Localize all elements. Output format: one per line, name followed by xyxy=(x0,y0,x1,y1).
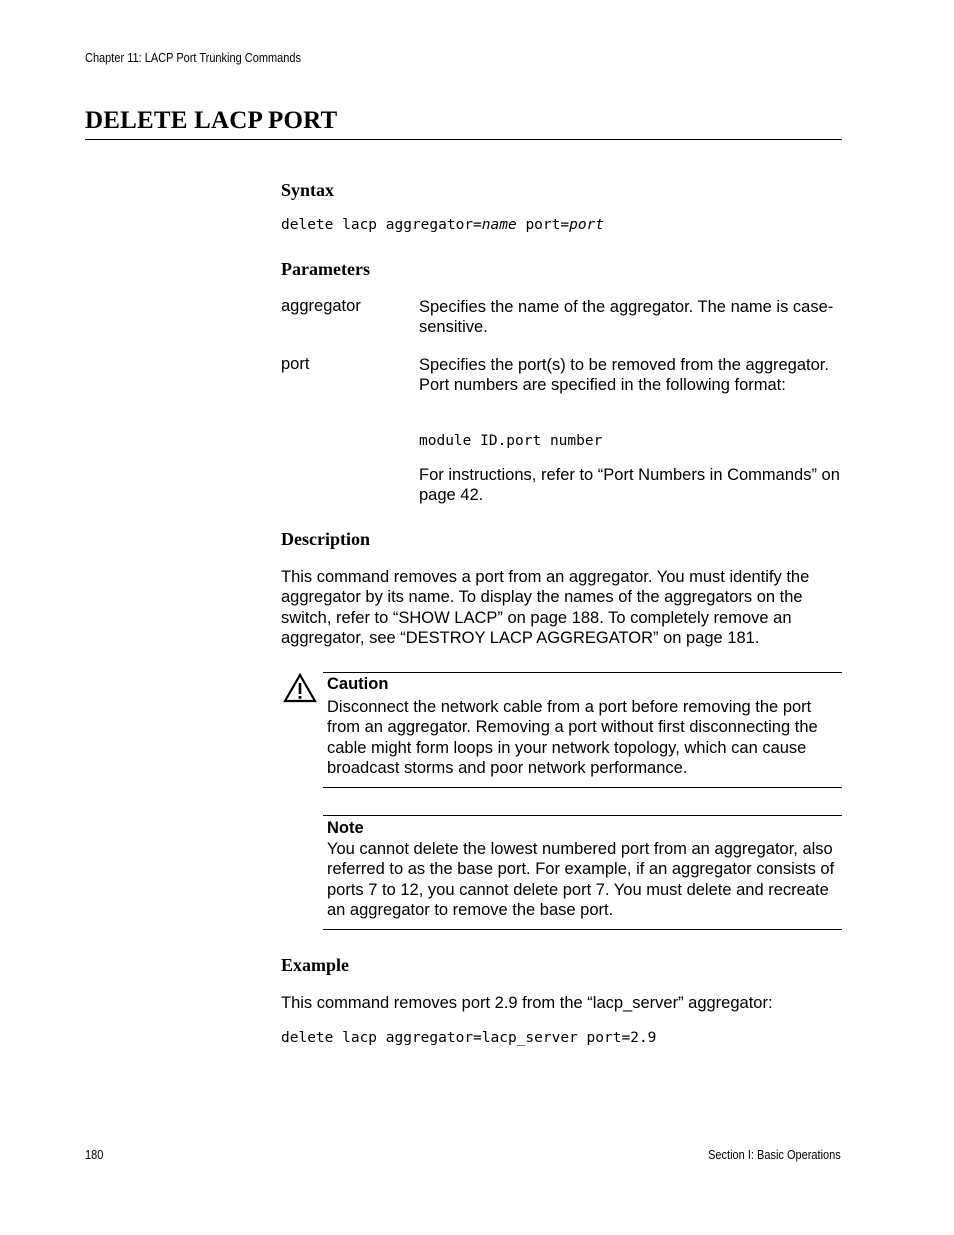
parameters-heading: Parameters xyxy=(281,259,370,279)
param-port-code: module ID.port number xyxy=(419,433,603,449)
running-header-chapter: Chapter 11: LACP Port Trunking Commands xyxy=(85,51,302,65)
page-title: DELETE LACP PORT xyxy=(85,107,338,134)
syntax-command xyxy=(281,217,604,233)
example-code: delete lacp aggregator=lacp_server port=2.9 xyxy=(281,1030,657,1046)
param-port-desc: Specifies the port(s) to be removed from the aggregator. Port numbers are specified in the following format: xyxy=(419,356,829,395)
syntax-cmd-mid: port= xyxy=(516,217,570,233)
title-rule xyxy=(85,139,842,140)
syntax-name-variable: name xyxy=(481,217,517,233)
note-bottom-rule xyxy=(323,929,842,930)
note-top-rule xyxy=(323,815,842,816)
syntax-heading: Syntax xyxy=(281,180,335,200)
param-port-name: port xyxy=(281,355,310,373)
description-heading: Description xyxy=(281,529,370,549)
syntax-cmd-prefix: delete lacp aggregator= xyxy=(281,217,482,233)
running-footer-section: Section I: Basic Operations xyxy=(708,1148,841,1162)
param-aggregator-name: aggregator xyxy=(281,297,361,315)
caution-bottom-rule xyxy=(323,787,842,788)
note-title: Note xyxy=(327,819,364,837)
example-text: This command removes port 2.9 from the “lacp_server” aggregator: xyxy=(281,994,773,1012)
param-aggregator-desc: Specifies the name of the aggregator. The name is case-sensitive. xyxy=(419,298,834,337)
caution-text: Disconnect the network cable from a port before removing the port from an aggregator. Removing a port without first disconnecting the cable might form loops in your network topology, which can cause broadcast storms and poor network performance. xyxy=(327,698,818,777)
description-text: This command removes a port from an aggregator. You must identify the aggregator by its name. To display the names of the aggregators on the switch, refer to “SHOW LACP” on page 188. To completely remove an aggregator, see “DESTROY LACP AGGREGATOR” on page 181. xyxy=(281,568,810,647)
note-text: You cannot delete the lowest numbered port from an aggregator, also referred to as the base port. For example, if an aggregator consists of ports 7 to 12, you cannot delete port 7. You must delete and recreate an aggregator to remove the base port. xyxy=(327,840,835,919)
param-port-reference: For instructions, refer to “Port Numbers in Commands” on page 42. xyxy=(419,466,840,505)
syntax-port-variable: port xyxy=(569,217,605,233)
example-heading: Example xyxy=(281,955,350,975)
page-number: 180 xyxy=(85,1148,104,1162)
caution-top-rule xyxy=(323,672,842,673)
warning-triangle-icon xyxy=(283,673,317,703)
caution-title: Caution xyxy=(327,675,389,693)
